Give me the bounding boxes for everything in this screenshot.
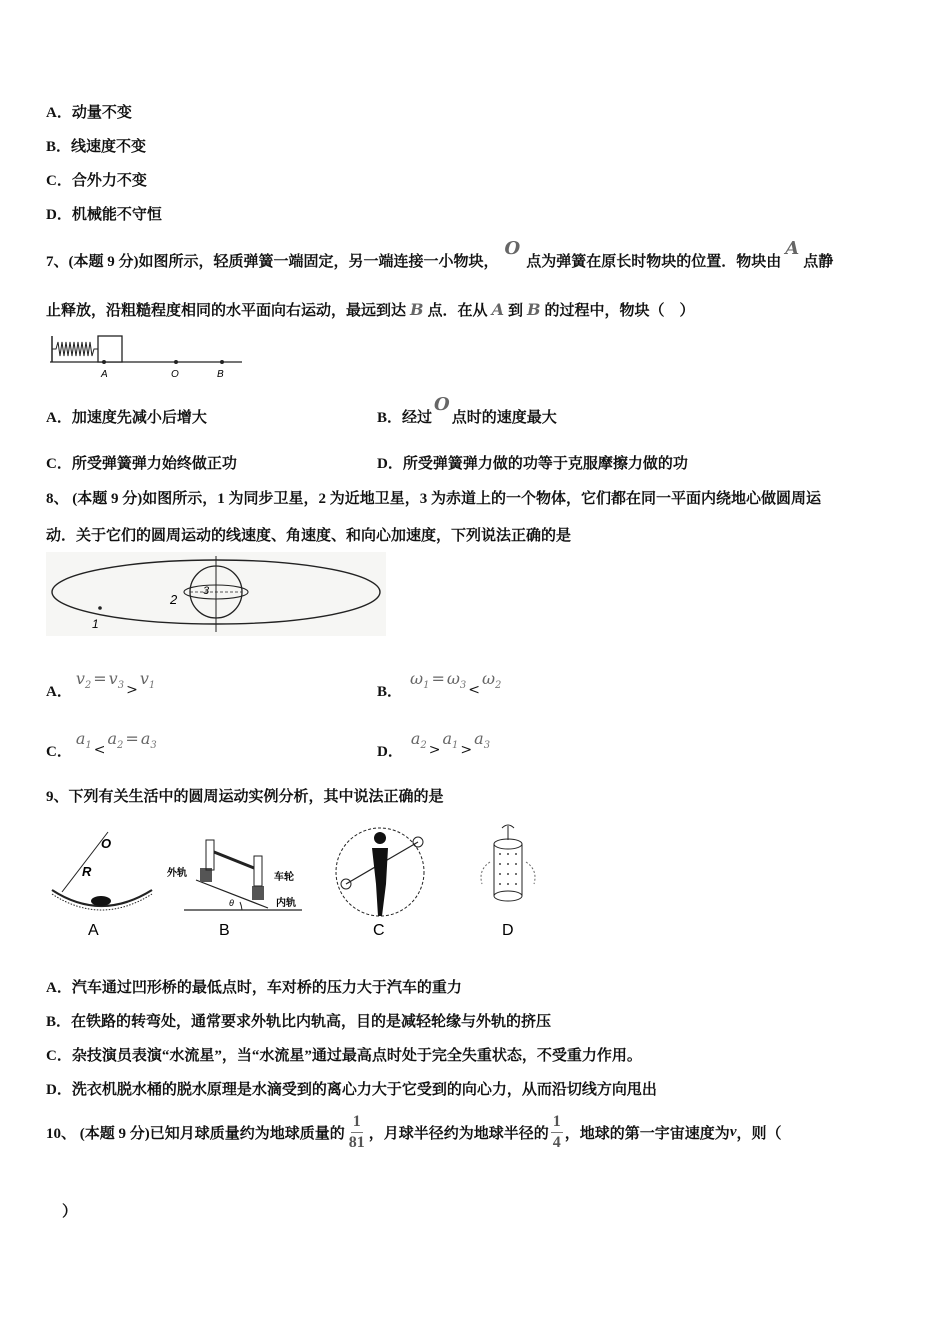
math-symbol: v (75, 669, 85, 688)
car (91, 896, 111, 906)
option-text: 在铁路的转弯处，通常要求外轨比内轨高，目的是减轻轮缘与外轨的挤压 (71, 1014, 552, 1030)
operator: < (468, 682, 480, 698)
option-letter: D． (377, 744, 403, 760)
q7-text: 如图所示，轻质弹簧一端固定，另一端连接一小物块， (138, 254, 499, 270)
math-symbol: v (729, 1124, 737, 1140)
axle (214, 852, 254, 868)
figure-letter-b: B (219, 922, 230, 939)
option-text: 机械能不守恒 (71, 207, 162, 223)
subscript: 1 (85, 740, 92, 751)
q9-option-c (46, 1044, 642, 1065)
math-symbol: a (107, 729, 118, 748)
q9-text: 下列有关生活中的圆周运动实例分析，其中说法正确的是 (68, 789, 444, 805)
q7-option-a (46, 406, 207, 427)
q6-option-a (46, 101, 132, 122)
operator: > (460, 742, 473, 758)
option-letter: B． (377, 410, 403, 426)
q8-option-c (46, 728, 157, 760)
q8-line1 (46, 487, 821, 508)
q7-spring-figure (46, 330, 246, 382)
label-wheel: 车轮 (274, 872, 294, 883)
figure-letter-c: C (373, 922, 385, 939)
label-inner-rail: 内轨 (276, 898, 296, 909)
question-points: (本题 9 分) (79, 1126, 150, 1142)
math-symbol: ω (482, 669, 496, 688)
label-2: 2 (170, 592, 178, 607)
q9-figures (46, 818, 566, 943)
denominator: 81 (348, 1134, 365, 1151)
math-symbol: a (474, 729, 484, 748)
math-symbol: ω (446, 669, 460, 688)
q8-text: 动．关于它们的圆周运动的线速度、角速度、和向心加速度，下列说法正确的是 (46, 528, 572, 544)
q7-text: 点．在从 (427, 303, 488, 319)
label-r: R (82, 864, 92, 879)
subscript: 2 (420, 740, 427, 751)
option-text: 汽车通过凹形桥的最低点时，车对桥的压力大于汽车的重力 (71, 980, 462, 996)
option-letter: B． (377, 684, 403, 700)
q10-text: ） (62, 1204, 78, 1220)
performer-head (374, 832, 386, 844)
question-points: (本题 9 分) (72, 491, 143, 507)
math-symbol: B (527, 300, 541, 319)
q7-option-c (46, 452, 237, 473)
question-number: 10、 (46, 1126, 77, 1142)
option-text: 经过 (402, 410, 433, 426)
wheel-left (206, 840, 214, 870)
point-o-dot (174, 360, 178, 364)
q8-text: 如图所示，1 为同步卫星，2 为近地卫星，3 为赤道上的一个物体，它们都在同一平面内绕地心做圆周运 (142, 491, 822, 507)
satellite-1-dot (98, 606, 102, 610)
q7-text: 的过程中，物块（ ） (544, 303, 695, 319)
block (98, 336, 122, 362)
option-text: 所受弹簧弹力做的功等于克服摩擦力做的功 (402, 456, 688, 472)
subscript: 3 (483, 740, 491, 751)
q9-option-d (46, 1078, 657, 1099)
q9-line1 (46, 785, 444, 806)
q7-option-d (377, 452, 688, 473)
option-letter: C． (46, 173, 72, 189)
q8-line2 (46, 524, 571, 545)
label-theta: θ (229, 898, 234, 908)
q10-line1 (46, 1112, 782, 1153)
subscript: 1 (148, 680, 156, 691)
option-letter: A． (46, 410, 72, 426)
option-letter: A． (46, 105, 72, 121)
q9-option-a (46, 976, 462, 997)
math-symbol: B (410, 300, 424, 319)
option-letter: A． (46, 684, 72, 700)
subscript: 3 (150, 740, 157, 751)
q6-option-d (46, 203, 162, 224)
q7-text: 点为弹簧在原长时物块的位置．物块由 (526, 254, 782, 270)
figure-letter-a: A (88, 922, 99, 939)
label-3: 3 (203, 585, 210, 597)
denominator: 4 (552, 1134, 561, 1151)
label-a: A (101, 369, 108, 380)
figure-b-railway (167, 840, 302, 939)
q10-text: ，则（ (736, 1126, 782, 1142)
option-text: 加速度先减小后增大 (71, 410, 207, 426)
label-1: 1 (92, 617, 99, 631)
q7-line2 (46, 299, 695, 320)
subscript: 1 (452, 740, 459, 751)
option-text: 动量不变 (71, 105, 132, 121)
math-symbol: O (434, 394, 450, 415)
q10-line2 (62, 1200, 77, 1221)
q7-text: 到 (507, 303, 523, 319)
label-outer-rail: 外轨 (167, 868, 187, 879)
math-symbol: A (785, 238, 800, 259)
label-o: O (101, 836, 112, 851)
q8-option-a (46, 668, 156, 700)
numerator: 1 (551, 1112, 563, 1133)
math-symbol: a (442, 729, 453, 748)
point-a-dot (102, 360, 106, 364)
point-b-dot (220, 360, 224, 364)
figure-c-water-meteor (336, 828, 424, 939)
option-letter: C． (46, 1048, 72, 1064)
q8-orbit-figure (46, 552, 386, 636)
question-points: (本题 9 分) (68, 254, 139, 270)
figure-d-spin-drum (481, 825, 535, 939)
question-number: 7、 (46, 254, 69, 270)
q10-text: ，月球半径约为地球半径的 (368, 1126, 549, 1142)
q6-option-c (46, 169, 147, 190)
q6-option-b (46, 135, 146, 156)
subscript: 2 (84, 680, 92, 691)
option-letter: D． (46, 207, 72, 223)
q8-option-d (377, 728, 491, 760)
option-text: 杂技演员表演“水流星”，当“水流星”通过最高点时处于完全失重状态，不受重力作用。 (71, 1048, 642, 1064)
subscript: 2 (117, 740, 124, 751)
option-text: 线速度不变 (71, 139, 147, 155)
q8-option-b (377, 668, 502, 700)
question-number: 8、 (46, 491, 69, 507)
option-letter: B． (46, 139, 72, 155)
option-text: 洗衣机脱水桶的脱水原理是水滴受到的离心力大于它受到的向心力，从而沿切线方向甩出 (71, 1082, 657, 1098)
label-o: O (171, 369, 179, 380)
subscript: 1 (423, 680, 430, 691)
q9-option-b (46, 1010, 551, 1031)
inner-rail (252, 886, 264, 900)
operator: < (93, 742, 106, 758)
fraction-1-4 (551, 1112, 563, 1153)
option-letter: D． (46, 1082, 72, 1098)
subscript: 3 (459, 680, 467, 691)
option-letter: D． (377, 456, 403, 472)
performer-body (372, 848, 388, 916)
label-b: B (217, 369, 224, 380)
wheel-right (254, 856, 262, 886)
operator: = (125, 729, 139, 748)
operator: > (428, 742, 441, 758)
math-symbol: a (140, 729, 151, 748)
operator: = (431, 669, 445, 688)
q7-option-b (377, 394, 557, 427)
math-symbol: ω (410, 669, 424, 688)
figure-a-concave-bridge (52, 832, 152, 939)
q10-text: ，地球的第一宇宙速度为 (564, 1126, 730, 1142)
option-letter: B． (46, 1014, 72, 1030)
option-letter: A． (46, 980, 72, 996)
math-symbol: v (108, 669, 118, 688)
subscript: 3 (117, 680, 125, 691)
numerator: 1 (351, 1112, 363, 1133)
q7-text: 止释放，沿粗糙程度相同的水平面向右运动，最远到达 (46, 303, 407, 319)
q10-text: 已知月球质量约为地球质量的 (149, 1126, 345, 1142)
option-letter: C． (46, 456, 72, 472)
spring (52, 342, 98, 356)
operator: > (126, 682, 138, 698)
subscript: 2 (495, 680, 502, 691)
option-text: 所受弹簧弹力始终做正功 (71, 456, 237, 472)
figure-letter-d: D (502, 922, 514, 939)
q7-line1 (46, 238, 834, 271)
question-number: 9、 (46, 789, 69, 805)
math-symbol: a (410, 729, 421, 748)
math-symbol: O (504, 238, 521, 259)
math-symbol: A (491, 300, 504, 319)
math-symbol: a (75, 729, 86, 748)
option-text: 合外力不变 (71, 173, 147, 189)
math-symbol: v (139, 669, 149, 688)
q7-text: 点静 (803, 254, 834, 270)
option-text: 点时的速度最大 (451, 410, 557, 426)
fraction-1-81 (347, 1112, 367, 1153)
option-letter: C． (46, 744, 72, 760)
operator: = (93, 669, 107, 688)
